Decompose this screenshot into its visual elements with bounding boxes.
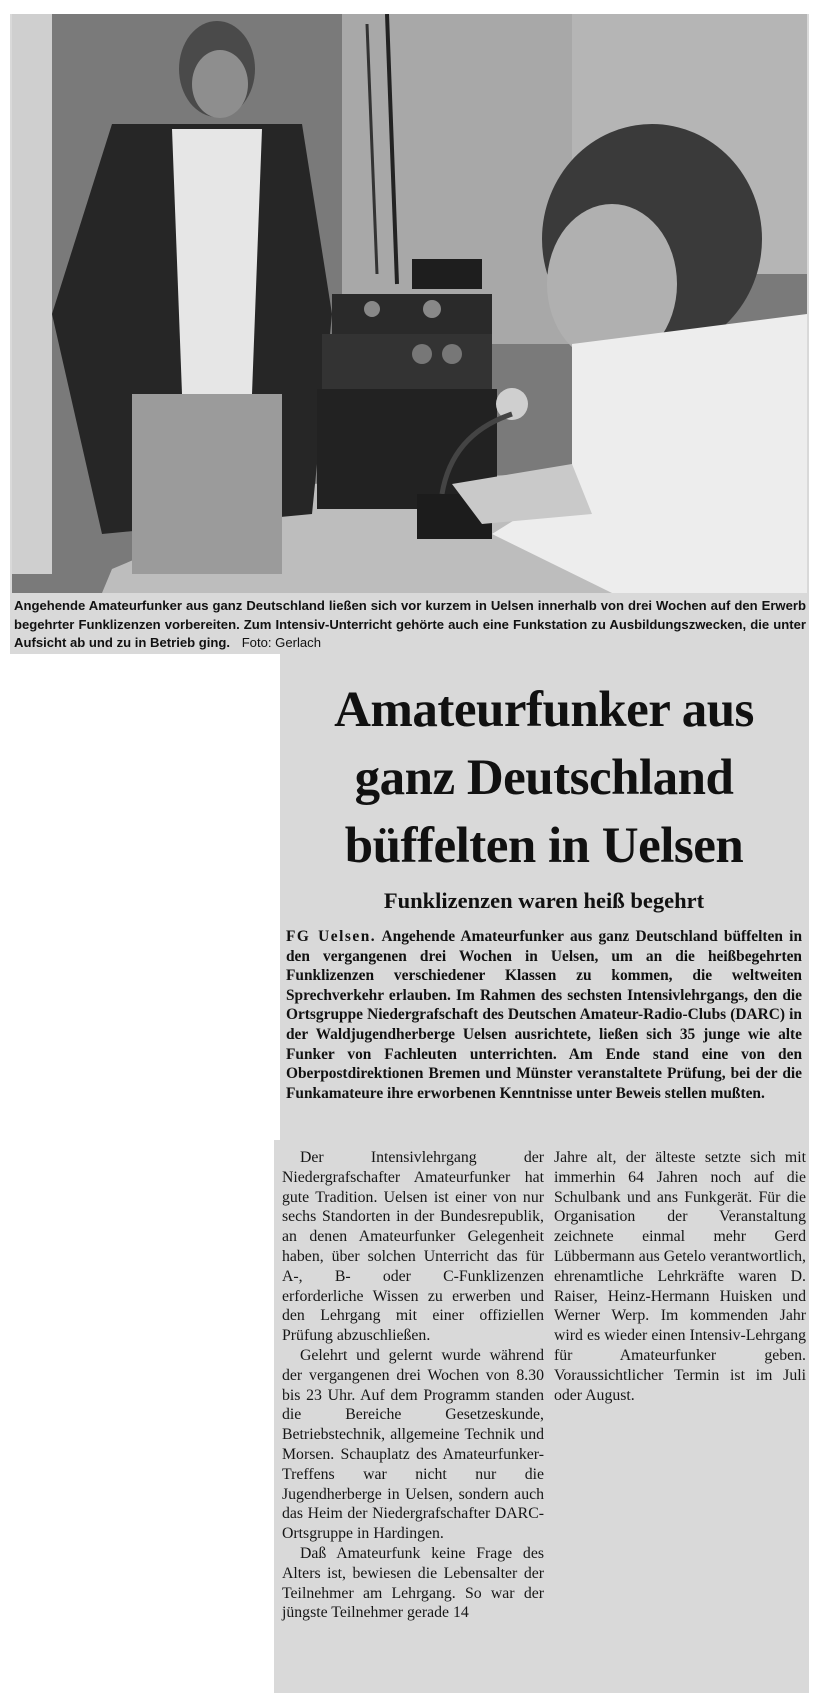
article-lead — [286, 927, 802, 1103]
photo-caption — [14, 597, 806, 653]
article-paragraph: Jahre alt, der älteste setzte sich mit immerhin 64 Jahren noch auf die Schulbank und ans Funkgerät. Für die Organisation der Veranstaltung zeichnete einmal mehr Gerd Lübbermann aus Getelo verantwortlich, ehrenamtliche Lehrkräfte waren D. Raiser, Heinz-Hermann Huisken und Werner Werp. Im kommenden Jahr wird es wieder einen Intensiv-Lehrgang für Amateurfunker geben. Voraussichtlicher Termin ist im Juli oder August. — [554, 1149, 806, 1404]
article-subheadline: Funklizenzen waren heiß begehrt — [383, 888, 705, 913]
article-paragraph: Der Intensivlehrgang der Niedergrafschafter Amateurfunker hat gute Tradition. Uelsen ist einer von nur sechs Standorten in der Bundesrepublik, an denen Amateurfunker Gelegenheit haben, über solchen Unterricht das für A-, B- oder C-Funklizenzen erforderliche Wissen zu erwerben und den Lehrgang mit einer offiziellen Prüfung abzuschließen. — [282, 1149, 544, 1345]
radio-station-photo-illustration — [12, 14, 807, 593]
article-column-1 — [282, 1148, 544, 1623]
article-headline: Amateurfunker aus ganz Deutschland büffelten in Uelsen — [334, 682, 754, 874]
news-photo — [12, 14, 807, 593]
article-byline: FG Uelsen. — [286, 928, 377, 945]
article-column-2 — [554, 1148, 806, 1405]
photo-credit: Foto: Gerlach — [241, 635, 322, 650]
article-paragraph: Gelehrt und gelernt wurde während der vergangenen drei Wochen von 8.30 bis 23 Uhr. Auf dem Programm standen die Bereiche Gesetzeskunde, Betriebstechnik, allgemeine Technik und Morsen. Schauplatz des Amateurfunker-Treffens war nicht nur die Jugendherberge in Uelsen, sondern auch das Heim der Niedergrafschafter DARC-Ortsgruppe in Hardingen. — [282, 1346, 544, 1543]
photo-caption-text: Angehende Amateurfunker aus ganz Deutschland ließen sich vor kurzem in Uelsen innerhalb von drei Wochen auf den Erwerb begehrter Funklizenzen vorbereiten. Zum Intensiv-Unterricht gehörte auch eine Funkstation zu Ausbildungszwecken, die unter Aufsicht ab und zu in Betrieb ging. — [14, 598, 806, 650]
article-lead-text: Angehende Amateurfunker aus ganz Deutschland büffelten in den vergangenen drei Wochen in Uelsen, um an die heißbegehrten Funklizenzen verschiedener Klassen zu kommen, die weltweiten Sprechverkehr erlauben. Im Rahmen des sechsten Intensivlehrgangs, den die Ortsgruppe Niedergrafschaft des Deutschen Amateur-Radio-Clubs (DARC) in der Waldjugendherberge Uelsen ausrichtete, ließen sich 35 junge wie alte Funker von Fachleuten unterrichten. Am Ende stand eine von den Oberpostdirektionen Bremen und Münster veranstaltete Prüfung, bei der die Funkamateure ihre erworbenen Kenntnisse unter Beweis stellen mußten. — [286, 928, 803, 1102]
article-paragraph: Daß Amateurfunk keine Frage des Alters ist, bewiesen die Lebensalter der Teilnehmer am Lehrgang. So war der jüngste Teilnehmer gerade 14 — [282, 1544, 544, 1622]
